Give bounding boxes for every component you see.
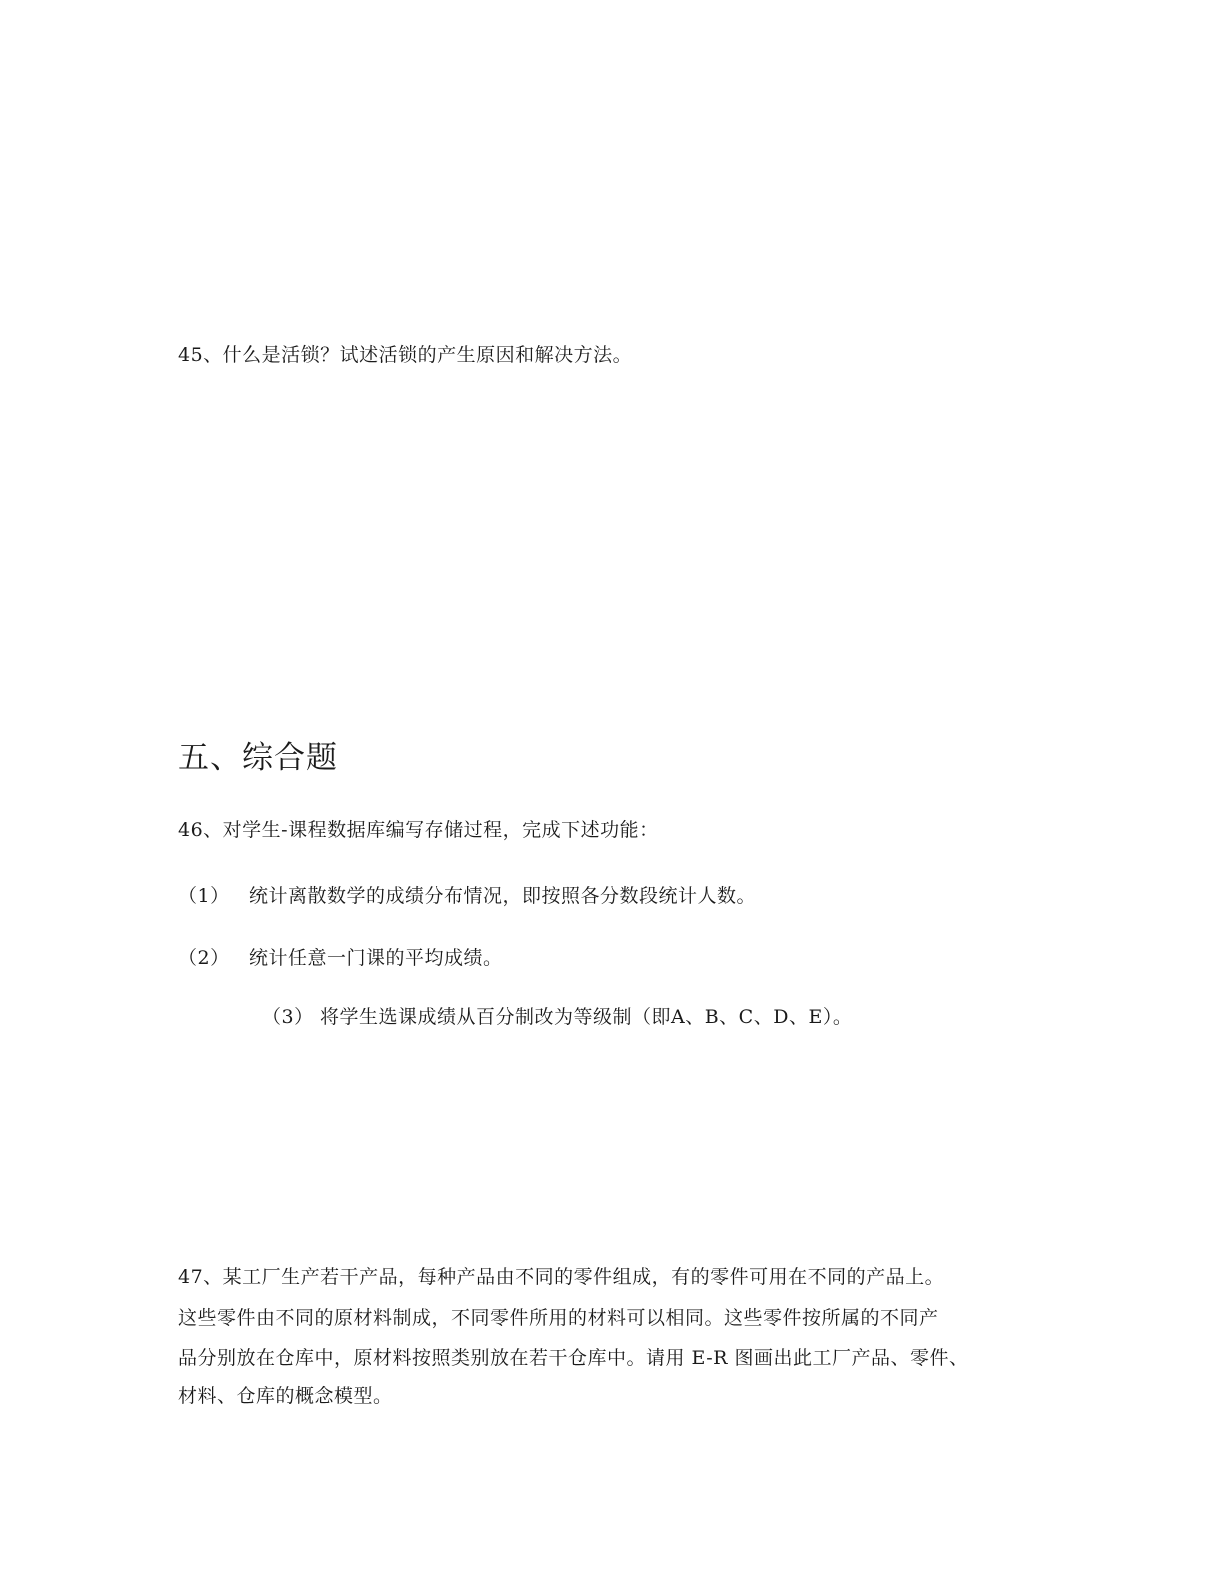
item-text: 统计任意一门课的平均成绩。 bbox=[249, 947, 503, 969]
question-47-line-3: 品分别放在仓库中，原材料按照类别放在若干仓库中。请用 E-R 图画出此工厂产品、零件、 bbox=[178, 1347, 969, 1369]
item-number: （3） bbox=[262, 1006, 314, 1028]
item-text: 将学生选课成绩从百分制改为等级制（即A、B、C、D、E）。 bbox=[320, 1006, 853, 1028]
question-47-line-4: 材料、仓库的概念模型。 bbox=[178, 1385, 393, 1407]
item-number: （2） bbox=[178, 947, 230, 969]
question-47-line-1: 47、某工厂生产若干产品，每种产品由不同的零件组成，有的零件可用在不同的产品上。 bbox=[178, 1266, 945, 1288]
question-45-text: 45、什么是活锁？试述活锁的产生原因和解决方法。 bbox=[178, 344, 633, 366]
question-46-text: 46、对学生-课程数据库编写存储过程，完成下述功能： bbox=[178, 819, 659, 841]
question-47-line-2: 这些零件由不同的原材料制成，不同零件所用的材料可以相同。这些零件按所属的不同产 bbox=[178, 1307, 939, 1329]
item-text: 统计离散数学的成绩分布情况，即按照各分数段统计人数。 bbox=[249, 885, 757, 907]
section-heading-comprehensive: 五、综合题 bbox=[178, 740, 338, 776]
item-number: （1） bbox=[178, 885, 230, 907]
